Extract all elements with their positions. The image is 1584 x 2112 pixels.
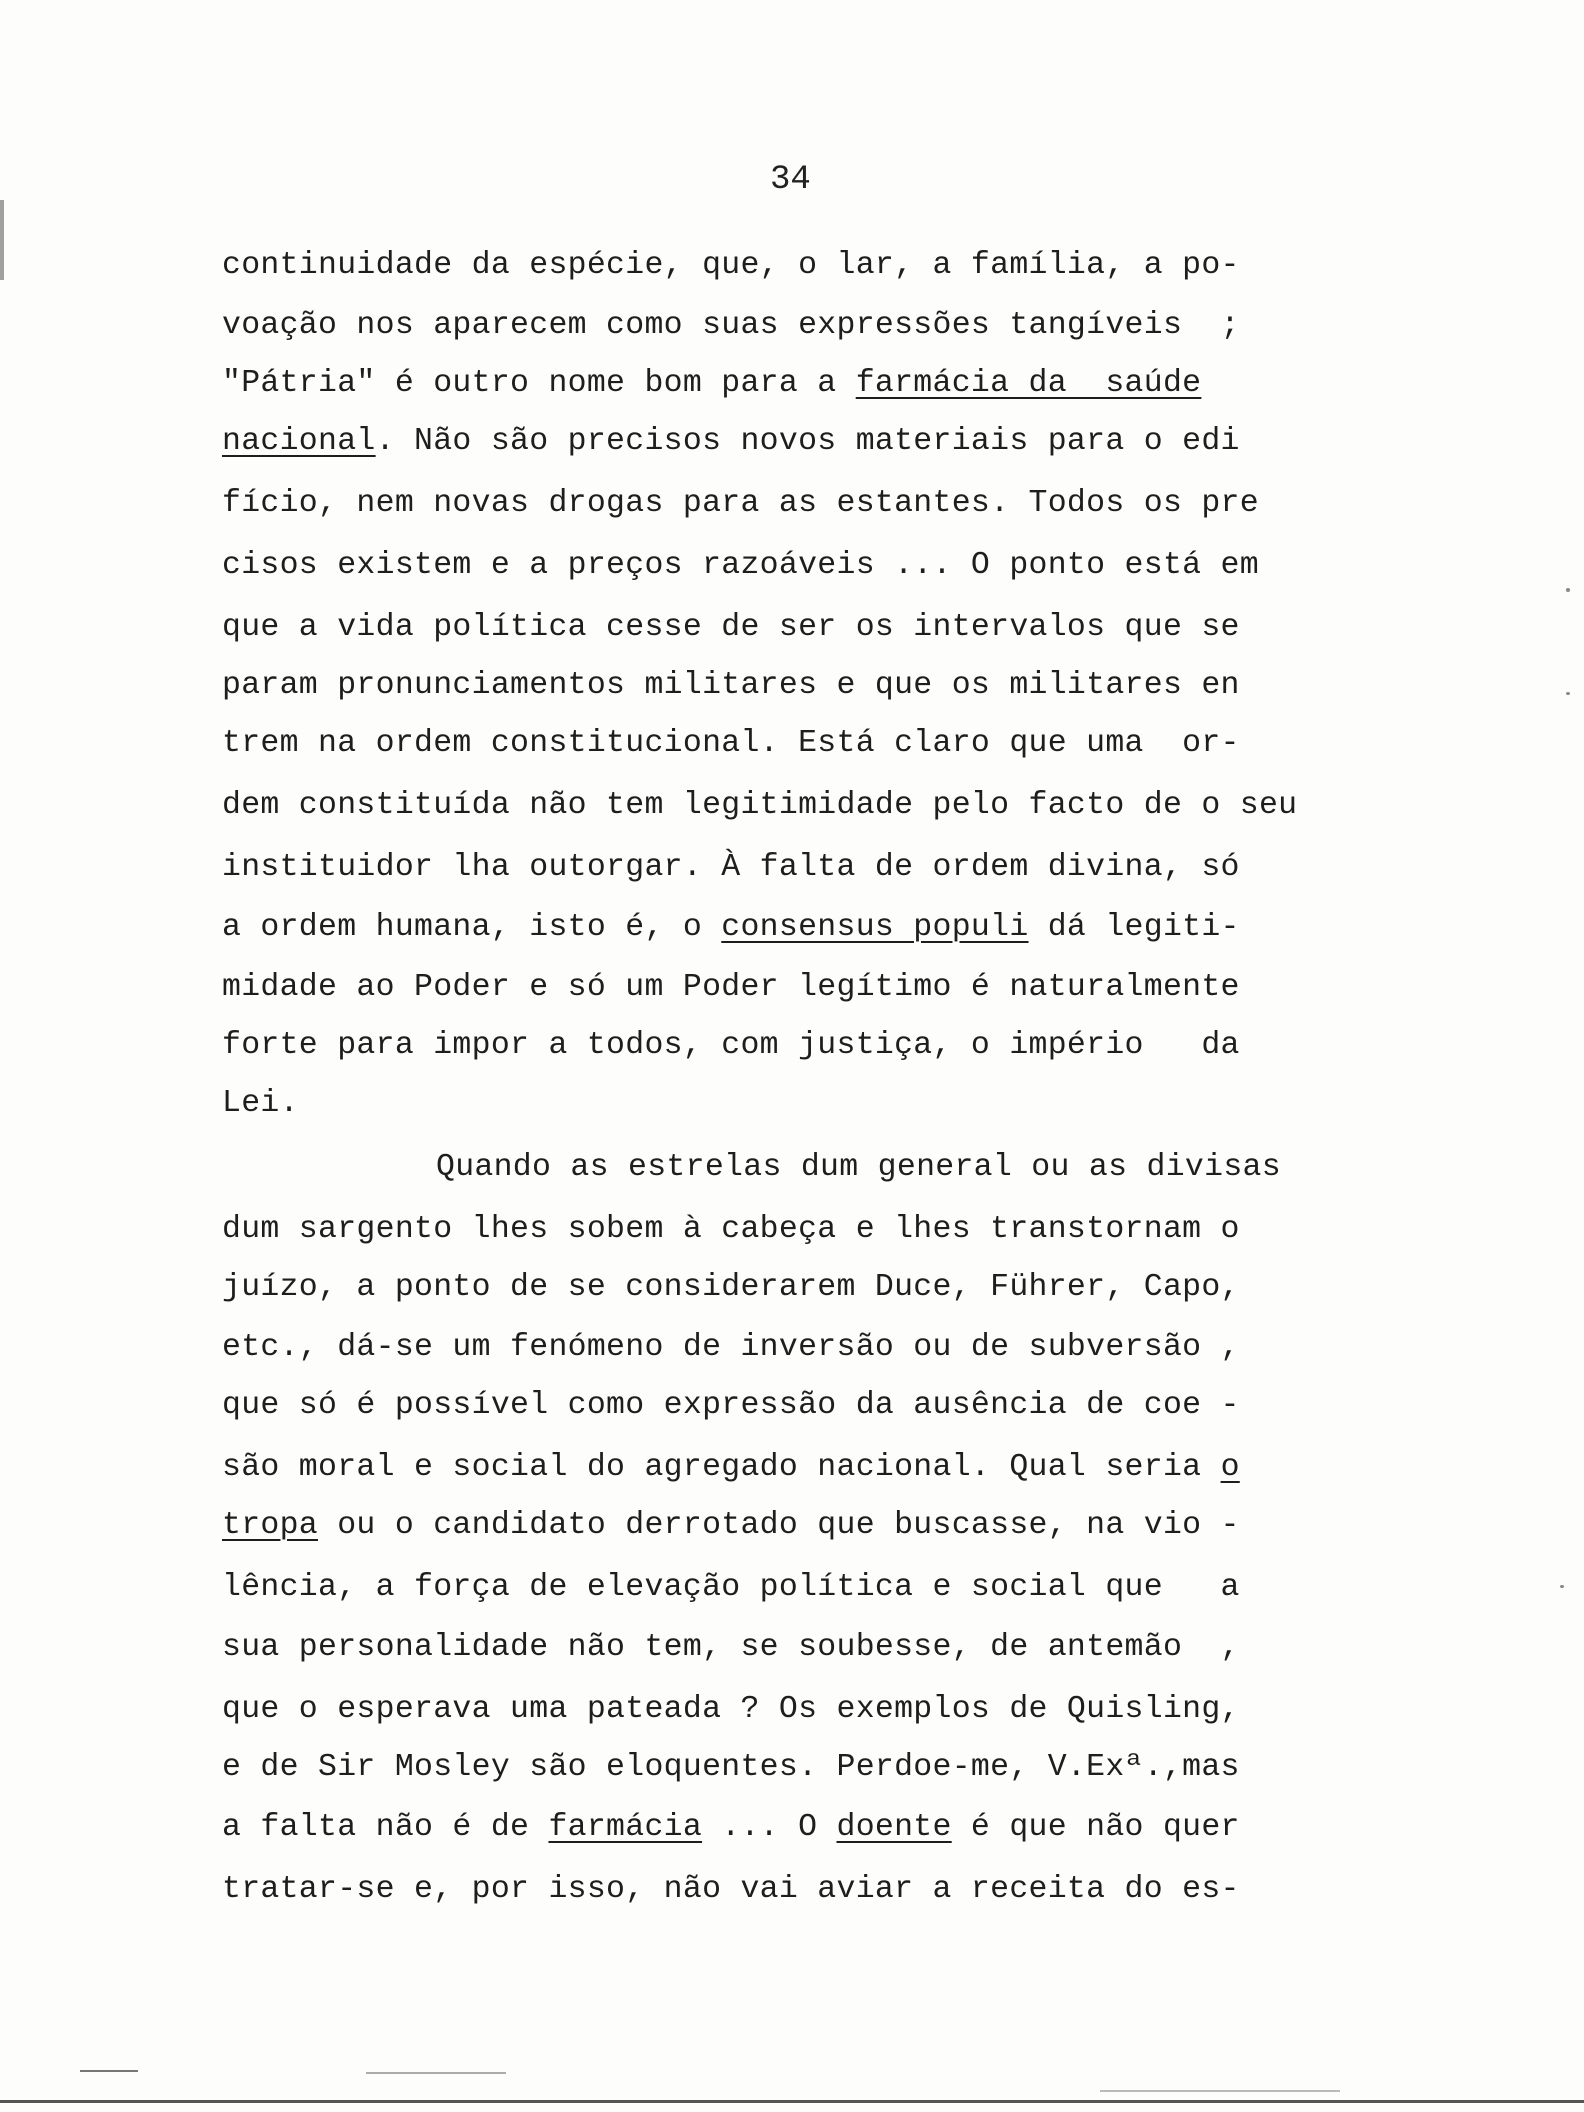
text-fragment: ou o candidato derrotado que buscasse, na vio - [318, 1508, 1240, 1543]
text-line-2: voação nos aparecem como suas expressões tangíveis ; [222, 308, 1240, 343]
text-line-24: sua personalidade não tem, se soubesse, de antemão , [222, 1630, 1240, 1665]
text-line-1: continuidade da espécie, que, o lar, a família, a po- [222, 248, 1240, 283]
text-fragment: . Não são precisos novos materiais para o edi [375, 424, 1240, 459]
text-line-23: lência, a força de elevação política e social que a [222, 1570, 1240, 1605]
text-line-12 [222, 908, 1240, 948]
scan-edge-mark [0, 200, 4, 280]
text-line-27 [222, 1808, 1240, 1848]
page-bottom-edge [0, 2100, 1584, 2103]
text-line-22 [222, 1506, 1240, 1546]
text-line-17: dum sargento lhes sobem à cabeça e lhes transtornam o [222, 1212, 1240, 1247]
text-line-3 [222, 364, 1201, 404]
underlined-phrase: o [1220, 1450, 1240, 1485]
text-line-8: param pronunciamentos militares e que os militares en [222, 668, 1240, 703]
text-line-6: cisos existem e a preços razoáveis ... O ponto está em [222, 548, 1259, 583]
scan-dash [80, 2070, 138, 2072]
text-line-4 [222, 422, 1240, 462]
text-fragment: é que não quer [951, 1810, 1240, 1845]
text-fragment: dá legiti- [1028, 910, 1240, 945]
underlined-phrase: nacional [222, 424, 376, 459]
underlined-phrase: farmácia [548, 1810, 703, 1845]
scan-dash [366, 2072, 506, 2074]
text-fragment: a ordem humana, isto é, o [222, 910, 722, 945]
page-number: 34 [770, 161, 811, 199]
text-line-25: que o esperava uma pateada ? Os exemplos de Quisling, [222, 1692, 1240, 1727]
underlined-phrase: farmácia da saúde [855, 366, 1202, 401]
scan-dash [1100, 2090, 1340, 2092]
text-line-5: fício, nem novas drogas para as estantes. Todos os pre [222, 486, 1259, 521]
text-fragment: ... O [702, 1810, 837, 1845]
text-fragment: "Pátria" é outro nome bom para a [222, 366, 856, 401]
underlined-phrase: doente [836, 1810, 952, 1845]
scan-speck [1560, 1585, 1564, 1588]
text-line-20: que só é possível como expressão da ausência de coe - [222, 1388, 1240, 1423]
text-line-26: e de Sir Mosley são eloquentes. Perdoe-me, V.Exª.,mas [222, 1750, 1240, 1785]
underlined-phrase: consensus populi [721, 910, 1029, 945]
underlined-phrase: tropa [222, 1508, 319, 1543]
text-line-7: que a vida política cesse de ser os intervalos que se [222, 610, 1240, 645]
text-line-21 [222, 1448, 1240, 1488]
text-line-18: juízo, a ponto de se considerarem Duce, Führer, Capo, [222, 1270, 1240, 1305]
text-line-28: tratar-se e, por isso, não vai aviar a receita do es- [222, 1872, 1240, 1907]
text-line-14: forte para impor a todos, com justiça, o império da [222, 1028, 1240, 1063]
text-line-13: midade ao Poder e só um Poder legítimo é naturalmente [222, 970, 1240, 1005]
text-fragment: são moral e social do agregado nacional. Qual seria [222, 1450, 1221, 1485]
text-fragment: a falta não é de [222, 1810, 549, 1845]
text-line-10: dem constituída não tem legitimidade pelo facto de o seu [222, 788, 1298, 823]
text-line-16: Quando as estrelas dum general ou as divisas [436, 1150, 1281, 1185]
text-line-19: etc., dá-se um fenómeno de inversão ou de subversão , [222, 1330, 1240, 1365]
text-line-9: trem na ordem constitucional. Está claro que uma or- [222, 726, 1240, 761]
text-line-11: instituidor lha outorgar. À falta de ordem divina, só [222, 850, 1240, 885]
scan-speck [1566, 692, 1570, 695]
scan-speck [1566, 588, 1570, 592]
text-line-15: Lei. [222, 1086, 299, 1121]
